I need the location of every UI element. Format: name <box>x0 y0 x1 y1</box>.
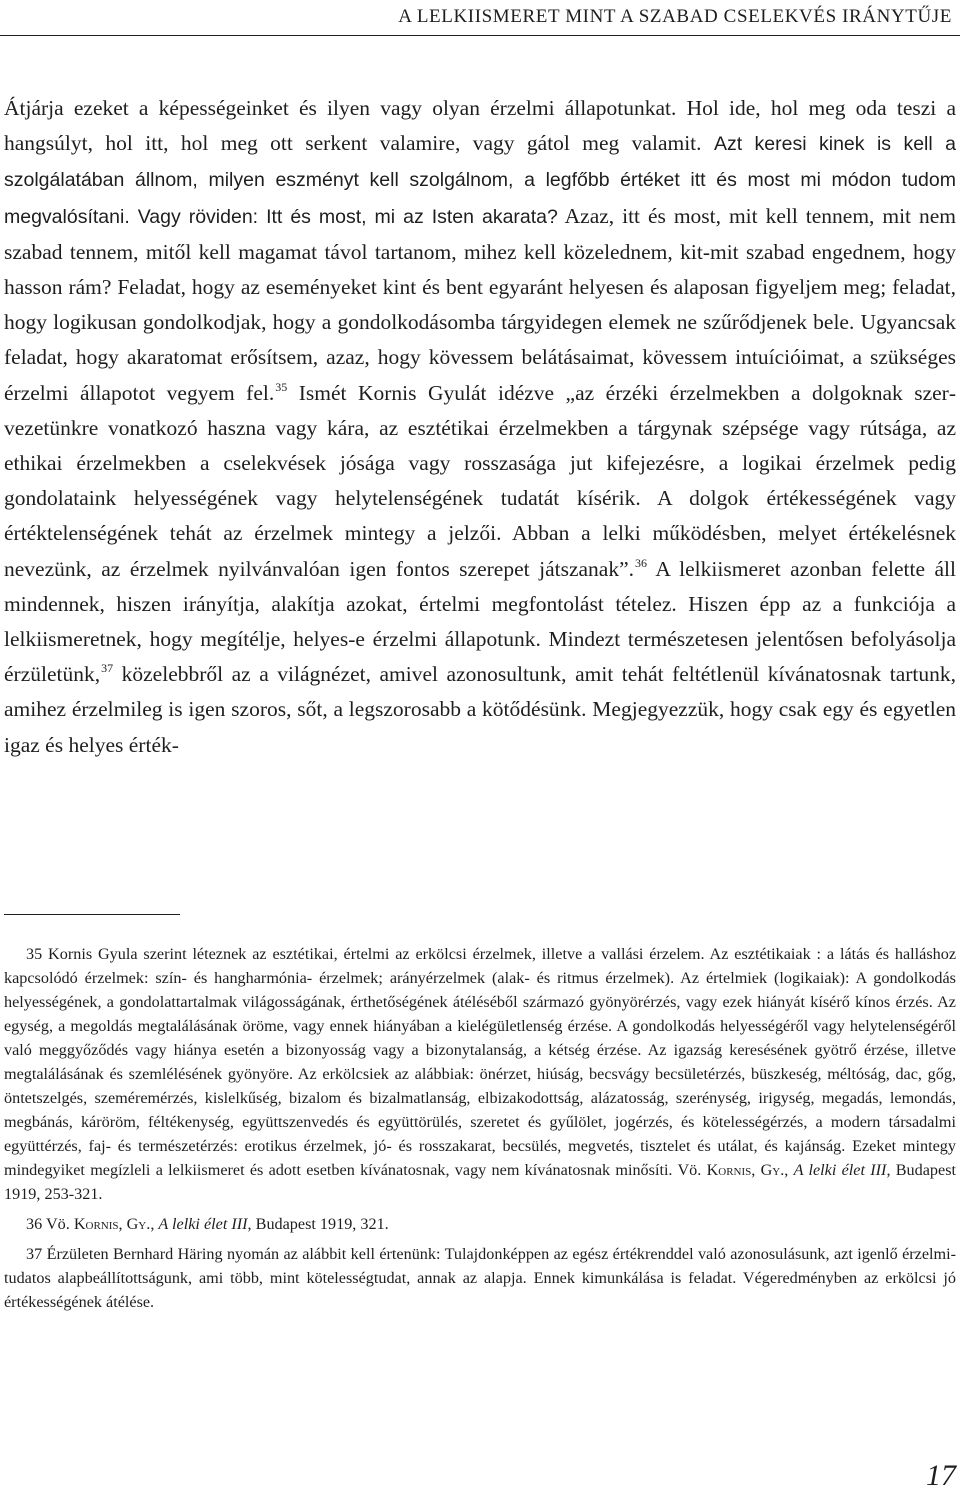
footnotes <box>4 942 956 1320</box>
citation-author: Kornis, Gy. <box>73 1215 151 1233</box>
citation-tail: , Budapest 1919, 253-321. <box>4 1161 957 1203</box>
body-text-segment: Ismét Kornis Gyulát idézve „az érzéki érzelmekben a dolgoknak szervezetünkre vonatkozó haszna vagy kára, az esztétikai érzelmekben a tárgynak szépsége vagy rútsága, az ethikai érzelmekben a cselekvések jósága vagy rosszasága jut kifejezésre, a logikai érzelmek pedig gondolataink helyességének vagy helytelenségének tudatát kísérik. A dolgok értékességének vagy értéktelenségének tehát az érzelmek mintegy a jelzői. Abban a lelki működésben, melyet értékelésnek nevezünk, az érzelmek nyilvánvalóan igen fontos szerepet játszanak”. <box>4 380 957 581</box>
footnote-35 <box>4 942 956 1206</box>
footnote-number: 37 <box>26 1245 43 1263</box>
citation-tail: , Budapest 1919, 321. <box>247 1215 389 1233</box>
footnote-number: 35 <box>26 945 43 963</box>
citation-separator: , <box>150 1215 159 1233</box>
footnote-36 <box>4 1212 956 1236</box>
body-text-segment: Átjárja ezeket a képességeinket és ilyen vagy olyan érzelmi állapotunkat. Hol ide, hol meg oda teszi a hangsúlyt, hol itt, hol meg ott serkent valamire, vagy gátol meg valamit. <box>4 96 956 156</box>
citation-work-title: A lelki élet III <box>158 1215 248 1233</box>
footnote-text: Érzületen Bernhard Häring nyomán az alábbit kell értenünk: Tulajdonképpen az egész értékrenddel való azonosulásunk, azt igenlő érzelmi-tudatos alapbeállítottságunk, ami több, mint kötelességtudat, annak az alapja. Ennek kimunkálása is feladat. Végeredményben az erkölcsi jó értékességének átélése. <box>4 1245 956 1311</box>
citation-separator: , <box>784 1161 794 1179</box>
running-head: A LELKIISMERET MINT A SZABAD CSELEKVÉS IRÁNYTŰJE <box>398 6 952 27</box>
body-text-segment: Azt keresi kinek is kell a szolgálatában állnom, milyen eszményt kell szolgálnom, a legfőbb értéket itt és most mi módon tudom megvalósítani. Vagy röviden: Itt és most, mi az Isten akarata? <box>4 133 956 228</box>
citation-work-title: A lelki élet III <box>793 1161 887 1179</box>
footnote-text: Kornis Gyula szerint léteznek az esztétikai, értelmi az erkölcsi érzelmek, illetve a vallási érzelem. Az esztétikaiak : a látás és halláshoz kapcsolódó érzelmek: szín- és hangharmónia- érzelmek; arányérzelmek (alak- és ritmus érzelmek). Az értelmiek (logikaiak): A gondolkodás helyességének, a gondolattartalmak világosságának, érthetőségének átéléséből származó gyönyörérzés, vagy ezek hiányát kísérő kínos érzés. Az egység, a megoldás megtalálásának öröme, vagy ennek hiányában a kielégületlenség érzése. A gondolkodás helyességéről vagy helytelenségéről való meggyőződés vagy hiánya esetén a bizonyosság vagy a bizonytalanság, a kétség érzése. Az igazság keresésének gyötrő érzése, illetve megtalálásának és szemlélésének gyönyöre. Az erkölcsiek az alábbiak: önérzet, hiúság, becsvágy becsületérzés, büszkeség, méltóság, dac, gőg, öntetszelgés, szeméremérzés, kislelkűség, bizalom és bizalmatlanság, elbizakodottság, alázatosság, szerénység, irigység, megadás, lemondás, megbánás, káröröm, féltékenység, együttszenvedés és együttörülés, szeretet és gyűlölet, jogérzés, és kötelességérzés, a modern társadalmi együttérzés, faj- és természetérzés: erotikus érzelmek, jó- és rosszakarat, becsülés, megvetés, tisztelet és utálat, és kajánság. Ezeket mintegy mindegyiket megízleli a lelkiismeret és adott esetben kívánatosnak, vagy nem kívánatosnak minősíti. Vö. <box>4 945 956 1179</box>
footnote-37 <box>4 1242 956 1314</box>
footnote-ref-35[interactable]: 35 <box>275 379 288 394</box>
footnote-ref-37[interactable]: 37 <box>101 661 114 676</box>
body-paragraph <box>4 91 956 763</box>
page-number: 17 <box>926 1459 956 1492</box>
footnote-number: 36 <box>26 1215 43 1233</box>
body-text-segment: Azaz, itt és most, mit kell tennem, mit nem szabad tennem, mitől kell magamat távol tartanom, mihez kell közelednem, kit-mit szabad engednem, hogy hasson rám? Feladat, hogy az eseményeket kint és bent egyaránt helyesen és alaposan figyeljem meg; feladat, hogy logikusan gondolkodjak, hogy a gondolkodásomba tárgyidegen elemek ne szűrődjenek bele. Ugyancsak feladat, hogy akaratomat erősítsem, azaz, hogy kövessem belátásaimat, kövessem intuícióimat, a szükséges érzelmi állapotot vegyem fel. <box>4 203 956 405</box>
citation-author: Kornis, Gy. <box>706 1161 785 1179</box>
footnote-text: Vö. <box>42 1215 74 1233</box>
body-text-segment: A lelkiismeret azonban felette áll mindennek, hiszen irányítja, alakítja azokat, értelmi megfontolást tételez. Hiszen épp az a funkciója a lelkiismeretnek, hogy megítélje, helyes-e érzelmi állapotunk. Mindezt természetesen jelentősen befolyásolja érzületünk, <box>4 556 956 687</box>
footnote-ref-36[interactable]: 36 <box>635 555 648 570</box>
header-rule <box>0 35 960 36</box>
body-text-segment: közelebbről az a világnézet, amivel azonosultunk, amit tehát feltétlenül kívánatosnak tartunk, amihez érzelmileg is igen szoros, sőt, a legszorosabb a kötődésünk. Megjegyezzük, hogy csak egy és egyetlen igaz és helyes érték- <box>4 662 956 757</box>
main-text <box>4 91 956 763</box>
footnote-rule <box>4 914 180 915</box>
